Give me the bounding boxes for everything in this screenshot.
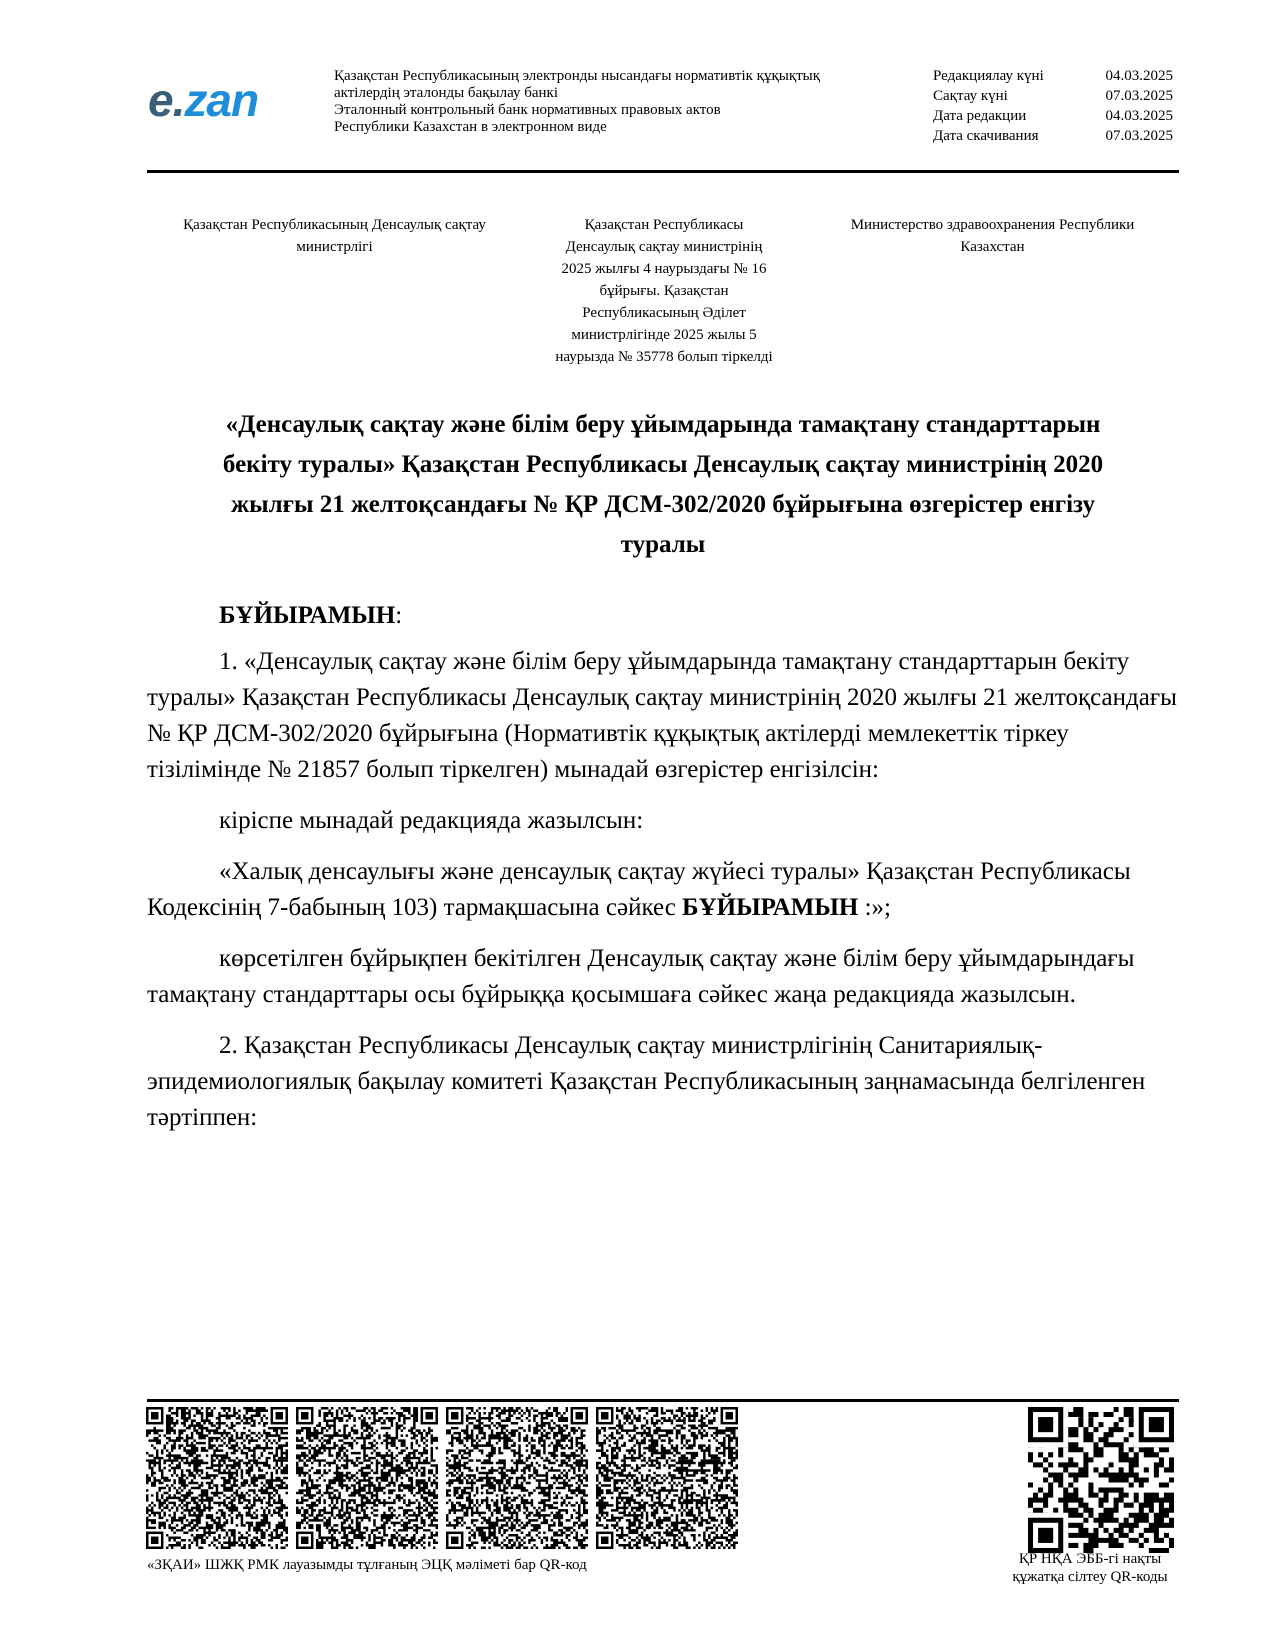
paragraph-3-text: «Халық денсаулығы және денсаулық сақтау жүйесі туралы» Қазақстан Республикасы Кодексінің 7-бабының 103) тармақшасына сәйкес [147,858,1131,921]
link-qr-caption [1000,1550,1180,1586]
date-label: Сақтау күні [933,88,1008,104]
bank-line: Эталонный контрольный банк нормативных правовых актов [334,102,721,118]
date-value: 07.03.2025 [1105,128,1173,144]
order-colon: : [395,602,403,629]
order-heading [147,598,1179,634]
document-body [147,598,1179,1151]
signature-qr-code-icon [296,1407,438,1549]
col-line: Денсаулық сақтау министрінің [565,239,763,255]
paragraph-3-end: :»; [858,894,891,921]
signature-qr-caption: «ЗҚАИ» ШЖҚ РМК лауазымды тұлғаның ЭЦҚ мәліметі бар QR-код [147,1557,587,1573]
date-value: 07.03.2025 [1105,88,1173,104]
title-line: туралы [620,531,706,558]
col-line: министрлігінде 2025 жылы 5 [571,327,757,343]
signature-qr-code-icon [446,1407,588,1549]
caption-line: құжатқа сілтеу QR-коды [1012,1569,1168,1585]
title-line: бекіту туралы» Қазақстан Республикасы Денсаулық сақтау министрінің 2020 [222,451,1104,478]
title-line: жылғы 21 желтоқсандағы № ҚР ДСМ-302/2020 бұйрығына өзгерістер енгізу [230,491,1096,518]
paragraph-5: 2. Қазақстан Республикасы Денсаулық сақтау министрлігінің Санитариялық-эпидемиологиялық бақылау комитеті Қазақстан Республикасының заңнамасында белгіленген тәртіппен: [147,1032,1146,1131]
caption-line: ҚР НҚА ЭББ-гі нақты [1018,1551,1162,1567]
reference-bank-title [334,68,894,136]
ministry-russian [820,214,1165,258]
col-line: наурызда № 35778 болып тіркелді [555,349,773,365]
paragraph-2: кіріспе мынадай редакцияда жазылсын: [219,807,644,834]
signature-qr-code-icon [596,1407,738,1549]
bank-line: Республики Казахстан в электронном виде [334,119,607,135]
date-value: 04.03.2025 [1105,108,1173,124]
title-line: «Денсаулық сақтау және білім беру ұйымдарында тамақтану стандарттарын [225,411,1101,438]
date-value: 04.03.2025 [1105,68,1173,84]
document-link-qr-code-icon[interactable] [1028,1407,1174,1553]
date-table [933,66,1173,146]
col-line: Министерство здравоохранения Республики [850,217,1135,233]
paragraph-1: 1. «Денсаулық сақтау және білім беру ұйымдарында тамақтану стандарттарын бекіту туралы» Қазақстан Республикасы Денсаулық сақтау министрінің 2020 жылғы 21 желтоқсандағы № ҚР ДСМ-302/2020 бұйрығына (Нормативтік құқықтық актілерді мемлекеттік тіркеу тізілімінде № 21857 болып тіркелген) мынадай өзгерістер енгізілсін: [147,648,1177,783]
bank-line: актілердің эталонды бақылау банкі [334,85,558,101]
date-label: Редакциялау күні [933,68,1044,84]
order-word: БҰЙЫРАМЫН [219,602,396,629]
date-row [933,66,1173,86]
paragraph-3-bold: БҰЙЫРАМЫН [682,894,859,921]
registration-stamp [536,214,792,368]
date-row [933,106,1173,126]
date-label: Дата редакции [933,108,1027,124]
col-line: 2025 жылғы 4 наурыздағы № 16 [561,261,767,277]
col-line: Қазақстан Республикасының Денсаулық сақтау [183,217,486,233]
bank-line: Қазақстан Республикасының электронды нысандағы нормативтік құқықтық [334,68,821,84]
document-title [147,405,1179,565]
col-line: Республикасының Әділет [582,305,746,321]
footer-divider [147,1399,1179,1402]
ezan-logo: e.zan [148,74,259,126]
date-row [933,126,1173,146]
date-row [933,86,1173,106]
date-label: Дата скачивания [933,128,1039,144]
col-line: бұйрығы. Қазақстан [599,283,729,299]
ministry-kazakh [162,214,507,258]
col-line: Казахстан [960,239,1025,255]
paragraph-3 [147,854,1179,926]
signature-qr-code-icon [146,1407,288,1549]
header-divider [147,170,1179,173]
col-line: Қазақстан Республикасы [584,217,744,233]
col-line: министрлігі [296,239,373,255]
paragraph-4: көрсетілген бұйрықпен бекітілген Денсаулық сақтау және білім беру ұйымдарындағы тамақтану стандарттары осы бұйрыққа қосымшаға сәйкес жаңа редакцияда жазылсын. [147,945,1135,1008]
